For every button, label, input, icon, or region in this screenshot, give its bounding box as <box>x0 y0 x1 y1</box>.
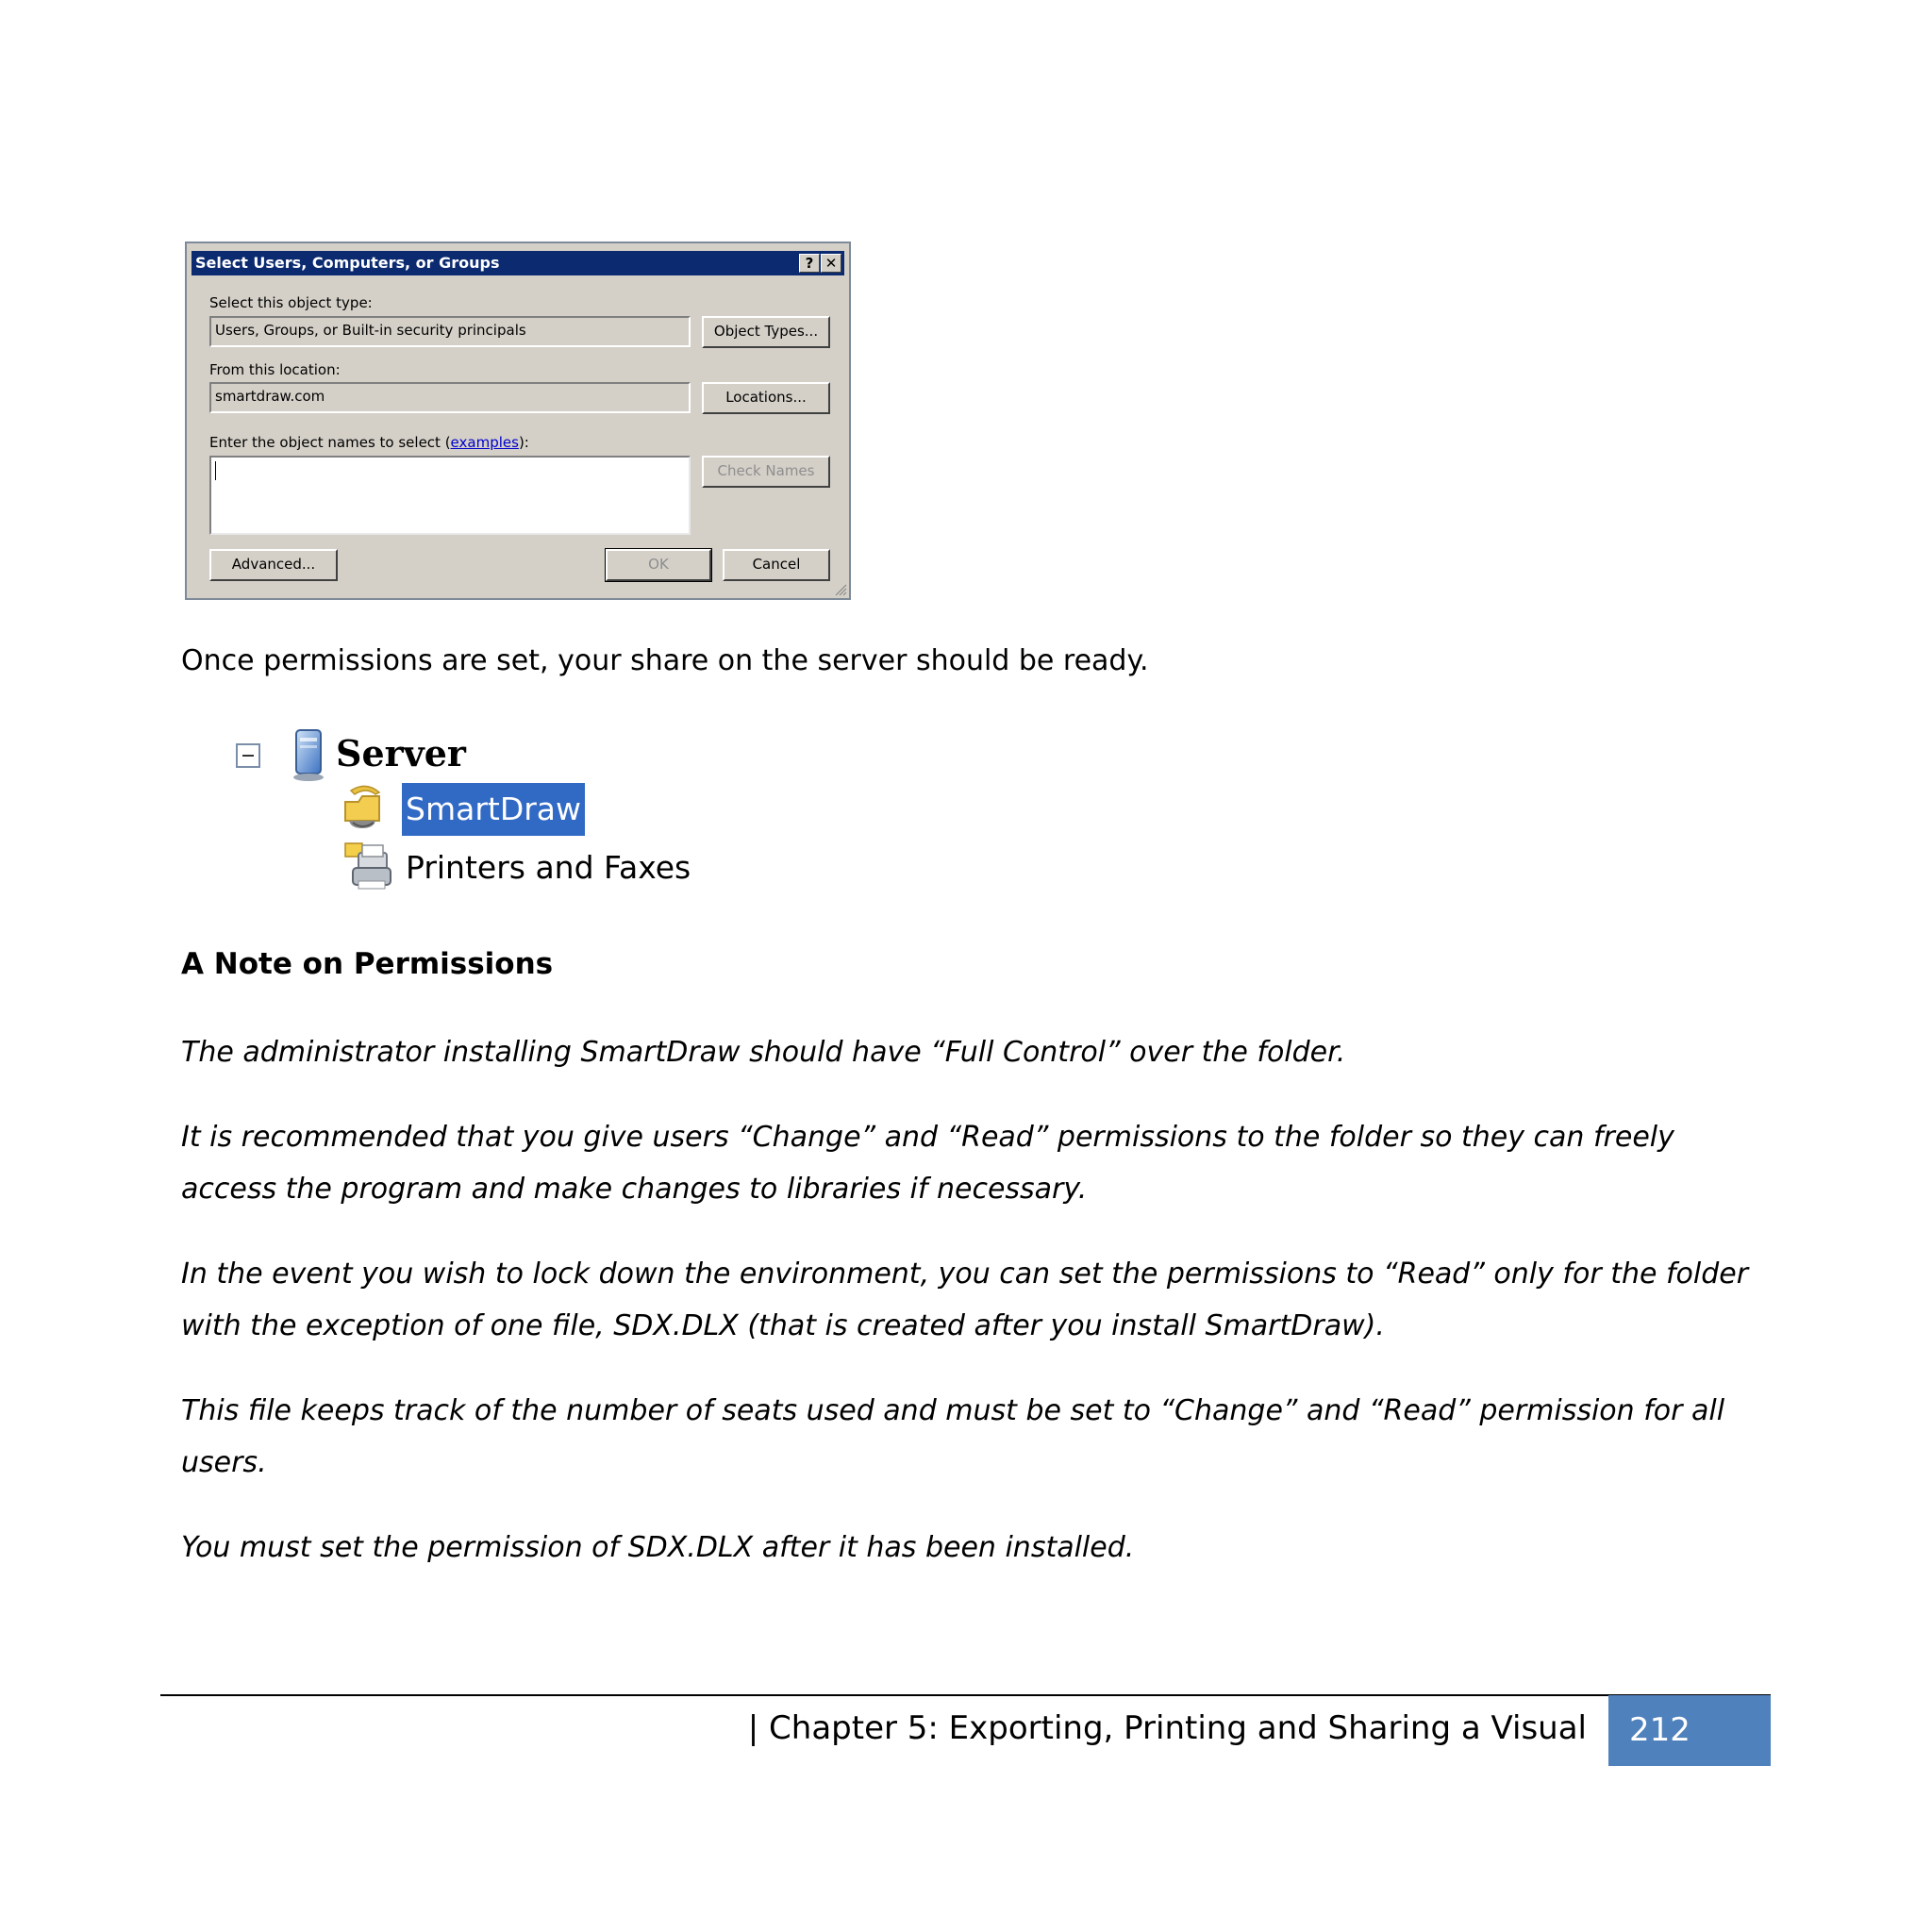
close-icon[interactable]: ✕ <box>821 254 841 273</box>
help-icon[interactable]: ? <box>799 254 820 273</box>
note-heading: A Note on Permissions <box>181 947 554 981</box>
examples-link[interactable]: examples <box>450 434 519 451</box>
note-paragraph-4: This file keeps track of the number of seats used and must be set to “Change” and “Read” permission for all users. <box>181 1394 1725 1479</box>
server-computer-icon <box>289 728 330 783</box>
tree-item-smartdraw-label: SmartDraw <box>402 783 585 836</box>
object-types-button[interactable]: Object Types... <box>702 316 830 348</box>
select-users-dialog <box>185 242 851 600</box>
footer-rule <box>160 1694 1771 1696</box>
advanced-button[interactable]: Advanced... <box>209 549 338 581</box>
location-field: smartdraw.com <box>209 382 691 413</box>
tree-root-server[interactable]: Server <box>336 732 466 774</box>
note-paragraph-2: It is recommended that you give users “Change” and “Read” permissions to the folder so they can freely access the program and make changes to libraries if necessary. <box>181 1121 1674 1206</box>
printer-icon <box>340 840 394 892</box>
dialog-title-bar <box>192 251 844 275</box>
resize-grip-icon[interactable] <box>834 583 847 596</box>
text-caret <box>215 461 216 480</box>
object-names-label <box>209 434 529 451</box>
object-type-field: Users, Groups, or Built-in security principals <box>209 316 691 347</box>
object-names-label-prefix: Enter the object names to select ( <box>209 434 451 451</box>
location-label: From this location: <box>209 361 341 378</box>
note-paragraph-5: You must set the permission of SDX.DLX after it has been installed. <box>181 1531 1135 1564</box>
check-names-button[interactable]: Check Names <box>702 456 830 488</box>
note-paragraph-3: In the event you wish to lock down the environment, you can set the permissions to “Read” only for the folder with the exception of one file, SDX.DLX (that is created after you install SmartDraw). <box>181 1257 1749 1342</box>
shared-folder-icon <box>341 783 389 832</box>
tree-item-smartdraw[interactable] <box>402 783 585 836</box>
object-names-input[interactable] <box>209 456 691 535</box>
collapse-icon[interactable] <box>236 743 260 768</box>
page-number: 212 <box>1608 1695 1771 1766</box>
intro-paragraph: Once permissions are set, your share on the server should be ready. <box>181 644 1149 677</box>
cancel-button[interactable]: Cancel <box>723 549 830 581</box>
locations-button[interactable]: Locations... <box>702 382 830 414</box>
object-names-label-suffix: ): <box>518 434 529 451</box>
note-paragraph-1: The administrator installing SmartDraw should have “Full Control” over the folder. <box>181 1036 1346 1069</box>
tree-item-printers-and-faxes[interactable]: Printers and Faxes <box>406 849 691 886</box>
object-type-label: Select this object type: <box>209 294 373 311</box>
ok-button[interactable]: OK <box>606 549 711 581</box>
dialog-title: Select Users, Computers, or Groups <box>195 254 500 272</box>
footer-chapter-title: | Chapter 5: Exporting, Printing and Sharing a Visual <box>747 1709 1587 1747</box>
